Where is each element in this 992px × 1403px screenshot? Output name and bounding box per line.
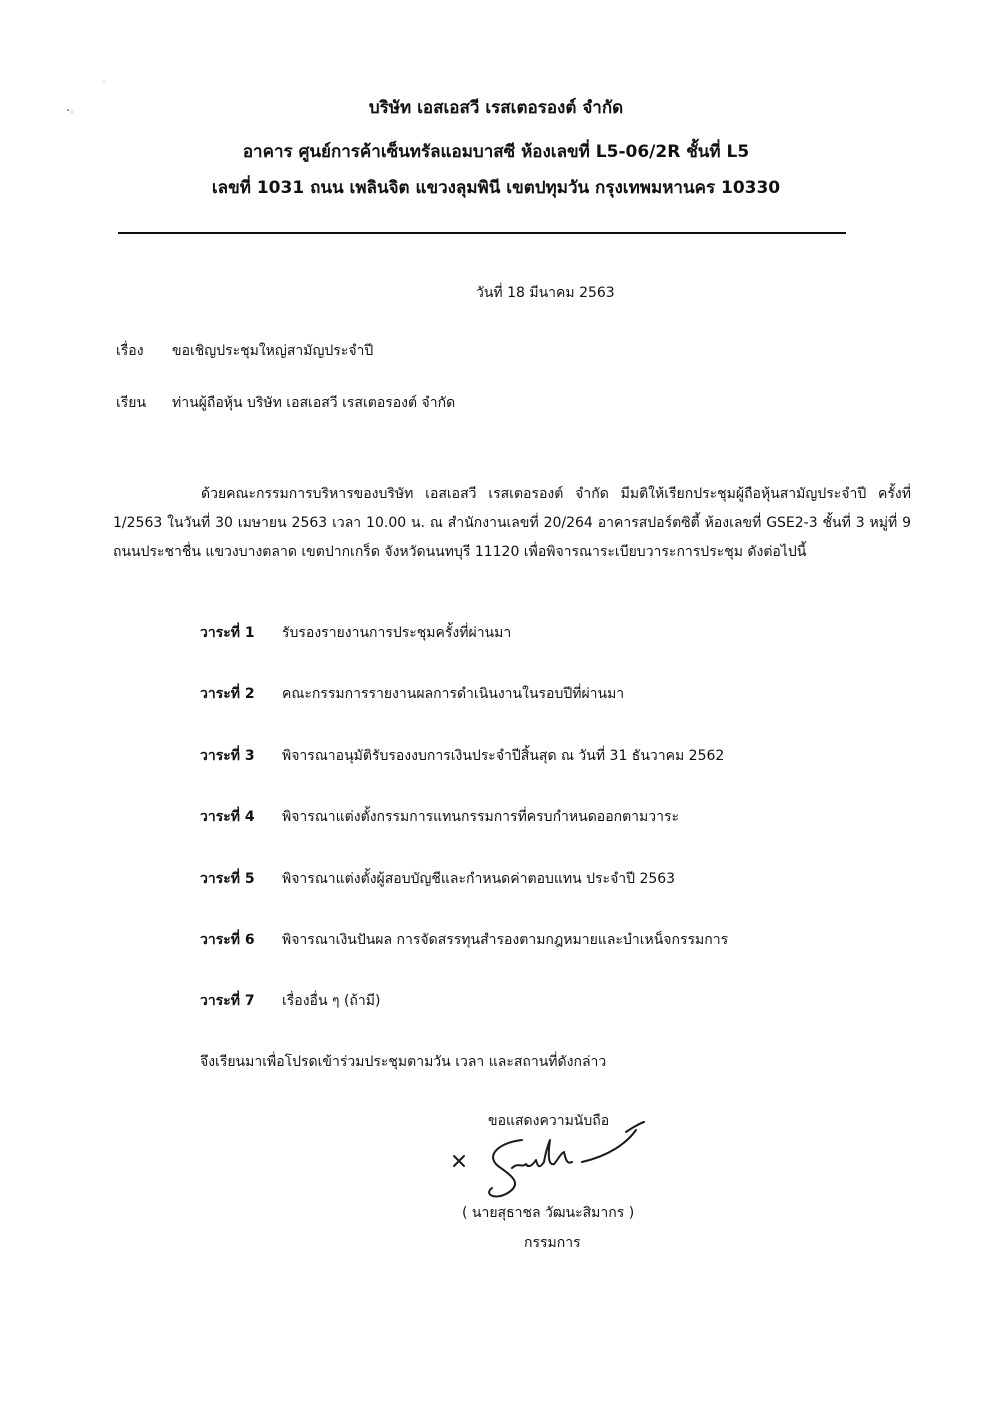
agenda-number: วาระที่ 1 xyxy=(200,625,255,641)
agenda-number: วาระที่ 4 xyxy=(200,809,255,825)
subject-text: ขอเชิญประชุมใหญ่สามัญประจำปี xyxy=(172,343,374,359)
subject-line xyxy=(116,340,373,362)
body-paragraph xyxy=(113,480,911,567)
recipient-text: ท่านผู้ถือหุ้น บริษัท เอสเอสวี เรสเตอรองต์ จำกัด xyxy=(172,395,456,411)
regards-text: ขอแสดงความนับถือ xyxy=(488,1113,610,1129)
company-address: เลขที่ 1031 ถนน เพลินจิต แขวงลุมพินี เขตปทุมวัน กรุงเทพมหานคร 10330 xyxy=(211,178,781,198)
agenda-number: วาระที่ 3 xyxy=(200,748,255,764)
handwritten-signature xyxy=(440,1110,660,1210)
closing-sentence: จึงเรียนมาเพื่อโปรดเข้าร่วมประชุมตามวัน เวลา และสถานที่ดังกล่าว xyxy=(200,1054,607,1070)
subject-label: เรื่อง xyxy=(116,343,144,359)
agenda-item xyxy=(200,683,624,705)
agenda-number: วาระที่ 6 xyxy=(200,932,255,948)
agenda-text: คณะกรรมการรายงานผลการดำเนินงานในรอบปีที่ผ่านมา xyxy=(282,686,625,702)
signer-position: กรรมการ xyxy=(524,1235,581,1251)
agenda-item xyxy=(200,868,675,890)
agenda-text: พิจารณาอนุมัติรับรองงบการเงินประจำปีสิ้นสุด ณ วันที่ 31 ธันวาคม 2562 xyxy=(282,748,725,764)
agenda-item xyxy=(200,990,380,1012)
agenda-number: วาระที่ 5 xyxy=(200,871,255,887)
signer-name: ( นายสุธาชล วัฒนะสิมากร ) xyxy=(462,1205,635,1221)
company-name: บริษัท เอสเอสวี เรสเตอรองต์ จำกัด xyxy=(368,98,624,118)
agenda-item xyxy=(200,929,728,951)
company-building: อาคาร ศูนย์การค้าเซ็นทรัลแอมบาสซี ห้องเลขที่ L5-06/2R ชั้นที่ L5 xyxy=(242,142,750,162)
agenda-item xyxy=(200,622,511,644)
agenda-text: พิจารณาเงินปันผล การจัดสรรทุนสำรองตามกฎหมายและบำเหน็จกรรมการ xyxy=(282,932,729,948)
recipient-line xyxy=(116,392,455,414)
agenda-text: รับรองรายงานการประชุมครั้งที่ผ่านมา xyxy=(282,625,512,641)
letter-date: วันที่ 18 มีนาคม 2563 xyxy=(476,285,615,301)
agenda-number: วาระที่ 7 xyxy=(200,993,255,1009)
agenda-item xyxy=(200,745,724,767)
agenda-text: พิจารณาแต่งตั้งกรรมการแทนกรรมการที่ครบกำหนดออกตามวาระ xyxy=(282,809,680,825)
agenda-text: พิจารณาแต่งตั้งผู้สอบบัญชีและกำหนดค่าตอบแทน ประจำปี 2563 xyxy=(282,871,676,887)
recipient-label: เรียน xyxy=(116,395,147,411)
letterhead-divider xyxy=(118,232,846,234)
agenda-item xyxy=(200,806,679,828)
agenda-number: วาระที่ 2 xyxy=(200,686,255,702)
agenda-text: เรื่องอื่น ๆ (ถ้ามี) xyxy=(282,993,381,1009)
body-text: ด้วยคณะกรรมการบริหารของบริษัท เอสเอสวี เรสเตอรองต์ จำกัด มีมติให้เรียกประชุมผู้ถือหุ้นสามัญประจำปี ครั้งที่ 1/2563 ในวันที่ 30 เมษายน 2563 เวลา 10.00 น. ณ สำนักงานเลขที่ 20/264 อาคารสปอร์ตซิตี้ ห้องเลขที่ GSE2-3 ชั้นที่ 3 หมู่ที่ 9 ถนนประชาชื่น แขวงบางตลาด เขตปากเกร็ด จังหวัดนนทบุรี 11120 เพื่อพิจารณาระเบียบวาระการประชุม ดังต่อไปนี้ xyxy=(113,486,911,560)
